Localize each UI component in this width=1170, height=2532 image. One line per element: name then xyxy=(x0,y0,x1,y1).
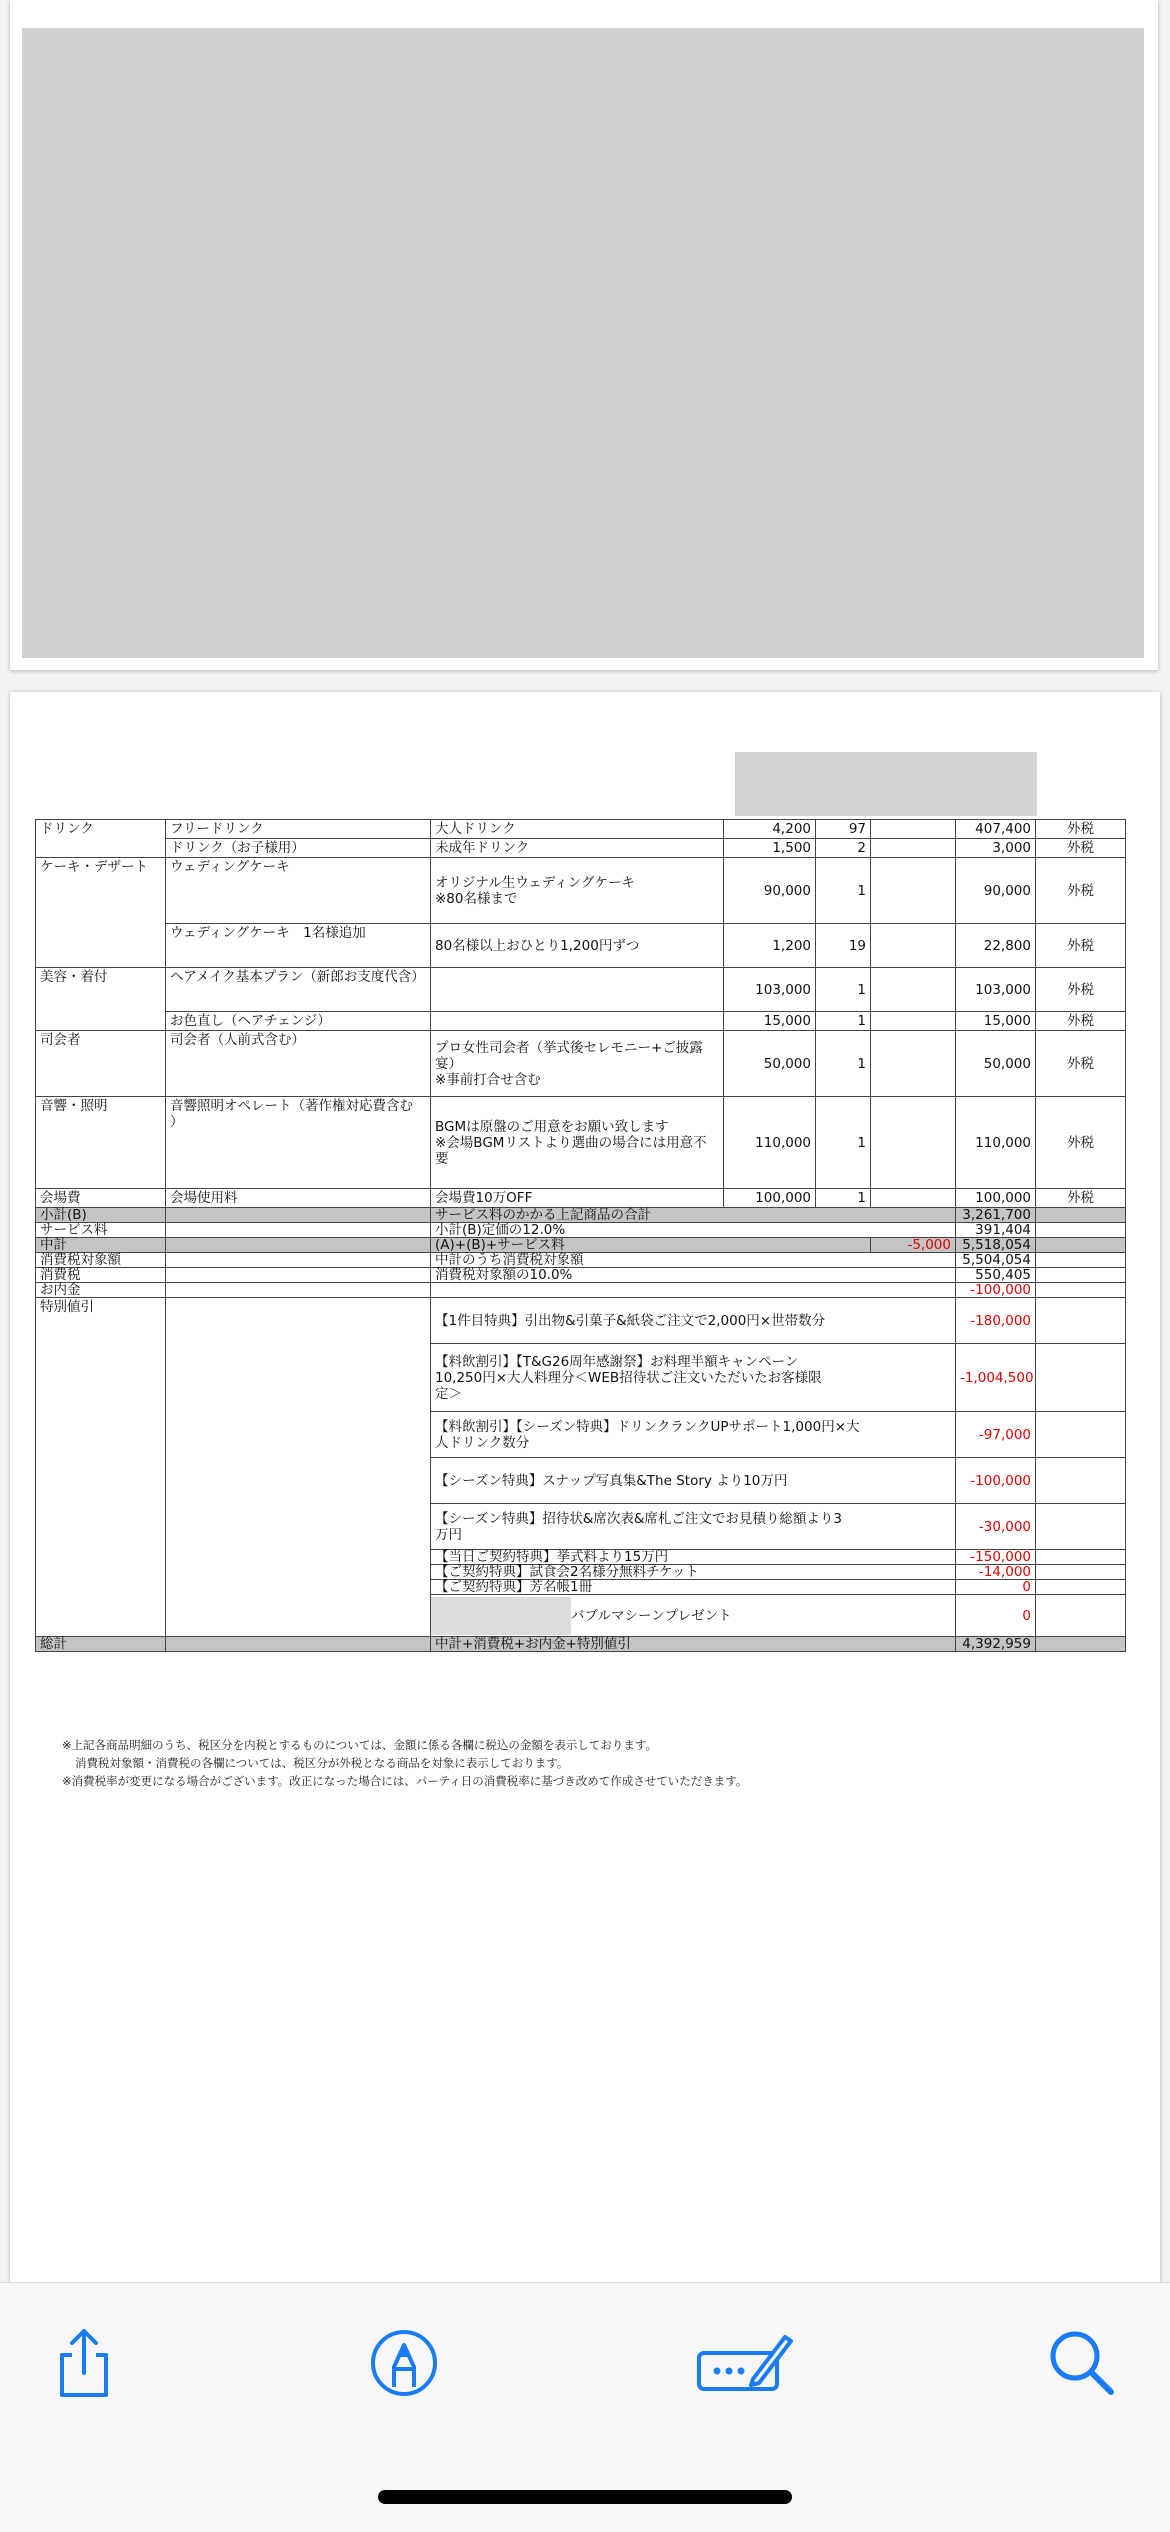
special-row xyxy=(36,1580,1126,1595)
special-row xyxy=(36,1298,1126,1344)
amount-cell: 15,000 xyxy=(956,1012,1036,1031)
amount-cell: 50,000 xyxy=(956,1031,1036,1097)
item-cell: ウェディングケーキ 1名様追加 xyxy=(166,924,431,968)
subtotal-row xyxy=(36,1208,1126,1223)
detail-cell: プロ女性司会者（挙式後セレモニー+ご披露 宴） ※事前打合せ含む xyxy=(431,1031,724,1097)
special-row xyxy=(36,1550,1126,1565)
discount-cell xyxy=(871,1031,956,1097)
special-row xyxy=(36,1595,1126,1637)
home-indicator[interactable] xyxy=(378,2490,792,2504)
summary-amount: 5,504,054 xyxy=(956,1253,1036,1268)
detail-cell: 大人ドリンク xyxy=(431,820,724,839)
markup-button[interactable] xyxy=(364,2323,444,2403)
special-amount: 0 xyxy=(956,1595,1036,1637)
amount-cell: 103,000 xyxy=(956,968,1036,1012)
deposit-row xyxy=(36,1283,1126,1298)
price-cell: 1,500 xyxy=(724,839,816,858)
summary-label: 小計(B) xyxy=(36,1208,166,1223)
summary-label: 総計 xyxy=(36,1637,166,1652)
redacted-area xyxy=(431,1597,571,1635)
summary-label: お内金 xyxy=(36,1283,166,1298)
category-cell: ケーキ・デザート xyxy=(36,858,166,924)
summary-desc: 中計のうち消費税対象額 xyxy=(431,1253,956,1268)
summary-label: 消費税 xyxy=(36,1268,166,1283)
discount-cell xyxy=(871,839,956,858)
share-icon xyxy=(52,2327,116,2399)
discount-cell xyxy=(871,1012,956,1031)
discount-cell xyxy=(871,1189,956,1208)
special-desc: 【料飲割引】【シーズン特典】ドリンクランクUPサポート1,000円×大 人ドリンク数分 xyxy=(431,1412,956,1458)
total-amount: 4,392,959 xyxy=(956,1637,1036,1652)
special-amount: -97,000 xyxy=(956,1412,1036,1458)
item-cell: ヘアメイク基本プラン（新郎お支度代含） xyxy=(166,968,431,1012)
qty-cell: 1 xyxy=(816,858,871,924)
discount-cell xyxy=(871,924,956,968)
summary-label: 中計 xyxy=(36,1238,166,1253)
pdf-page-1 xyxy=(10,0,1158,670)
special-desc: 【シーズン特典】招待状&席次表&席札ご注文でお見積り総額より3 万円 xyxy=(431,1504,956,1550)
tax-cell: 外税 xyxy=(1036,1189,1126,1208)
price-cell: 50,000 xyxy=(724,1031,816,1097)
table-row xyxy=(36,924,1126,968)
service-row xyxy=(36,1223,1126,1238)
special-desc: 【1件目特典】引出物&引菓子&紙袋ご注文で2,000円×世帯数分 xyxy=(431,1298,956,1344)
special-amount: 0 xyxy=(956,1580,1036,1595)
total-row xyxy=(36,1637,1126,1652)
qty-cell: 19 xyxy=(816,924,871,968)
summary-amount: 5,518,054 xyxy=(956,1238,1036,1253)
item-cell: 音響照明オペレート（著作権対応費含む ） xyxy=(166,1097,431,1189)
special-amount: -1,004,500 xyxy=(956,1344,1036,1412)
redacted-area xyxy=(735,752,1037,816)
special-desc: 【ご契約特典】試食会2名様分無料チケット xyxy=(431,1565,956,1580)
detail-cell: オリジナル生ウェディングケーキ ※80名様まで xyxy=(431,858,724,924)
detail-cell xyxy=(431,968,724,1012)
price-cell: 100,000 xyxy=(724,1189,816,1208)
tax-cell: 外税 xyxy=(1036,924,1126,968)
item-cell: フリードリンク xyxy=(166,820,431,839)
summary-desc: 小計(B)定価の12.0% xyxy=(431,1223,956,1238)
footnote: 消費税対象額・消費税の各欄については、税区分が外税となる商品を対象に表示しております。 xyxy=(75,1756,569,1770)
special-desc: バブルマシーンプレゼント xyxy=(431,1595,956,1637)
amount-cell: 110,000 xyxy=(956,1097,1036,1189)
footnotes xyxy=(62,1736,747,1790)
tax-row xyxy=(36,1268,1126,1283)
detail-cell: 80名様以上おひとり1,200円ずつ xyxy=(431,924,724,968)
summary-amount: 550,405 xyxy=(956,1268,1036,1283)
tax-cell: 外税 xyxy=(1036,839,1126,858)
special-amount: -150,000 xyxy=(956,1550,1036,1565)
detail-cell: 未成年ドリンク xyxy=(431,839,724,858)
summary-amount: -100,000 xyxy=(956,1283,1036,1298)
summary-desc: 中計+消費税+お内金+特別値引 xyxy=(431,1637,956,1652)
detail-cell: 会場費10万OFF xyxy=(431,1189,724,1208)
amount-cell: 90,000 xyxy=(956,858,1036,924)
redacted-area xyxy=(22,28,1144,658)
category-cell: 司会者 xyxy=(36,1031,166,1097)
search-button[interactable] xyxy=(1042,2323,1122,2403)
price-cell: 90,000 xyxy=(724,858,816,924)
taxable-row xyxy=(36,1253,1126,1268)
special-desc: 【シーズン特典】スナップ写真集&The Story より10万円 xyxy=(431,1458,956,1504)
qty-cell: 1 xyxy=(816,1189,871,1208)
detail-cell: BGMは原盤のご用意をお願い致します ※会場BGMリストより選曲の場合には用意不 要 xyxy=(431,1097,724,1189)
special-row xyxy=(36,1458,1126,1504)
summary-label: 特別値引 xyxy=(36,1298,166,1344)
table-row xyxy=(36,1097,1126,1189)
discount-cell xyxy=(871,858,956,924)
detail-cell xyxy=(431,1012,724,1031)
summary-label: サービス料 xyxy=(36,1223,166,1238)
amount-cell: 407,400 xyxy=(956,820,1036,839)
qty-cell: 97 xyxy=(816,820,871,839)
tax-cell: 外税 xyxy=(1036,858,1126,924)
price-cell: 4,200 xyxy=(724,820,816,839)
signature-button[interactable] xyxy=(690,2323,800,2403)
price-cell: 15,000 xyxy=(724,1012,816,1031)
discount-cell xyxy=(871,820,956,839)
special-amount: -100,000 xyxy=(956,1458,1036,1504)
estimate-table xyxy=(35,819,1126,1652)
category-cell: 会場費 xyxy=(36,1189,166,1208)
table-row xyxy=(36,1012,1126,1031)
tax-cell: 外税 xyxy=(1036,1097,1126,1189)
item-cell: ウェディングケーキ xyxy=(166,858,431,924)
summary-desc: 消費税対象額の10.0% xyxy=(431,1268,956,1283)
special-row xyxy=(36,1344,1126,1412)
category-cell: ドリンク xyxy=(36,820,166,839)
summary-label: 消費税対象額 xyxy=(36,1253,166,1268)
table-row xyxy=(36,820,1126,839)
table-row xyxy=(36,968,1126,1012)
summary-discount: -5,000 xyxy=(871,1238,956,1253)
summary-desc: (A)+(B)+サービス料 xyxy=(431,1238,871,1253)
qty-cell: 1 xyxy=(816,1097,871,1189)
category-cell: 美容・着付 xyxy=(36,968,166,1012)
tax-cell: 外税 xyxy=(1036,820,1126,839)
signature-icon xyxy=(695,2327,795,2399)
table-row xyxy=(36,1031,1126,1097)
category-cell xyxy=(36,839,166,858)
qty-cell: 2 xyxy=(816,839,871,858)
footnote: ※上記各商品明細のうち、税区分を内税とするものについては、金額に係る各欄に税込の金額を表示しております。 xyxy=(62,1738,657,1752)
search-icon xyxy=(1047,2328,1117,2398)
qty-cell: 1 xyxy=(816,1012,871,1031)
qty-cell: 1 xyxy=(816,1031,871,1097)
special-desc: 【料飲割引】【T&G26周年感謝祭】お料理半額キャンペーン 10,250円×大人料理分＜WEB招待状ご注文いただいたお客様限 定＞ xyxy=(431,1344,956,1412)
midtotal-row xyxy=(36,1238,1126,1253)
tax-cell: 外税 xyxy=(1036,1031,1126,1097)
special-row xyxy=(36,1565,1126,1580)
category-cell xyxy=(36,1012,166,1031)
summary-desc: サービス料のかかる上記商品の合計 xyxy=(431,1208,956,1223)
special-amount: -14,000 xyxy=(956,1565,1036,1580)
special-desc: 【当日ご契約特典】挙式料より15万円 xyxy=(431,1550,956,1565)
category-cell xyxy=(36,924,166,968)
qty-cell: 1 xyxy=(816,968,871,1012)
item-cell: お色直し（ヘアチェンジ） xyxy=(166,1012,431,1031)
share-button[interactable] xyxy=(44,2323,124,2403)
price-cell: 110,000 xyxy=(724,1097,816,1189)
pdf-page-2 xyxy=(10,692,1160,2282)
table-row xyxy=(36,1189,1126,1208)
price-cell: 103,000 xyxy=(724,968,816,1012)
category-cell: 音響・照明 xyxy=(36,1097,166,1189)
item-cell: 司会者（人前式含む） xyxy=(166,1031,431,1097)
special-amount: -30,000 xyxy=(956,1504,1036,1550)
table-row xyxy=(36,839,1126,858)
special-row xyxy=(36,1504,1126,1550)
summary-amount: 391,404 xyxy=(956,1223,1036,1238)
tax-cell: 外税 xyxy=(1036,968,1126,1012)
special-amount: -180,000 xyxy=(956,1298,1036,1344)
price-cell: 1,200 xyxy=(724,924,816,968)
footnote: ※消費税率が変更になる場合がございます。改正になった場合には、パーティ日の消費税率に基づき改めて作成させていただきます。 xyxy=(62,1774,748,1788)
amount-cell: 22,800 xyxy=(956,924,1036,968)
discount-cell xyxy=(871,1097,956,1189)
amount-cell: 3,000 xyxy=(956,839,1036,858)
special-row xyxy=(36,1412,1126,1458)
summary-amount: 3,261,700 xyxy=(956,1208,1036,1223)
item-cell: 会場使用料 xyxy=(166,1189,431,1208)
amount-cell: 100,000 xyxy=(956,1189,1036,1208)
markup-pen-icon xyxy=(368,2327,440,2399)
special-desc: 【ご契約特典】芳名帳1冊 xyxy=(431,1580,956,1595)
item-cell: ドリンク（お子様用） xyxy=(166,839,431,858)
discount-cell xyxy=(871,968,956,1012)
table-row xyxy=(36,858,1126,924)
tax-cell: 外税 xyxy=(1036,1012,1126,1031)
